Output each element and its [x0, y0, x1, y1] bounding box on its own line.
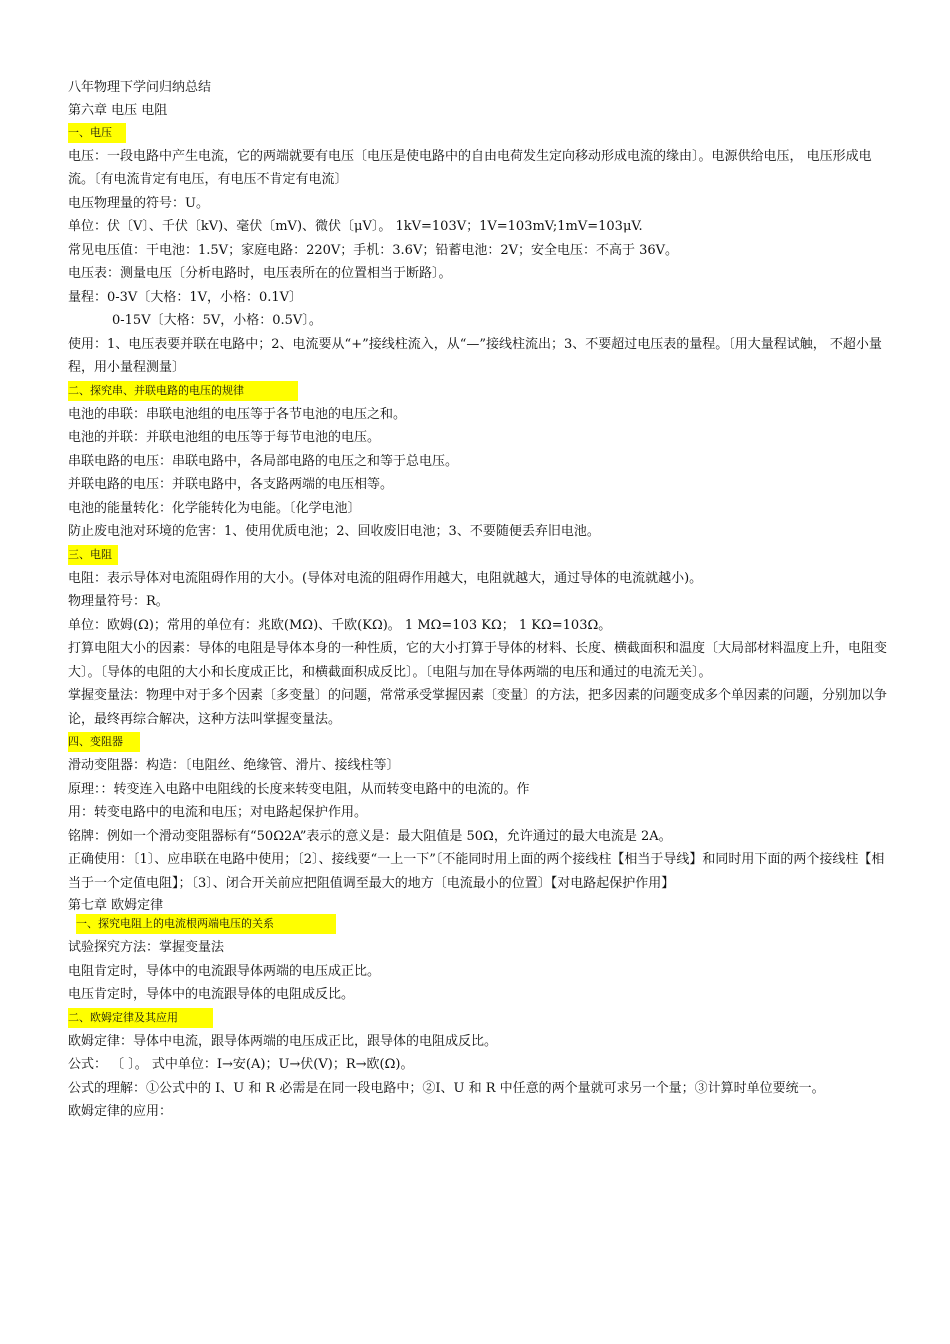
section-rheostat-heading: 四、变阻器 — [68, 732, 140, 752]
paragraph: 电池的串联：串联电池组的电压等于各节电池的电压之和。 — [68, 406, 407, 422]
paragraph: 电阻：表示导体对电流阻碍作用的大小。(导体对电流的阻碍作用越大，电阻就越大，通过导体的电流就越小)。 — [68, 570, 703, 586]
paragraph: 串联电路的电压：串联电路中，各局部电路的电压之和等于总电压。 — [68, 453, 459, 469]
paragraph: 电压：一段电路中产生电流，它的两端就要有电压〔电压是使电路中的自由电荷发生定向移动形成电流的缘由〕。电源供给电压， 电压形成电流。〔有电流肯定有电压，有电压不肯定有电流〕 — [68, 148, 872, 187]
paragraph: 掌握变量法：物理中对于多个因素〔多变量〕的问题，常常承受掌握因素〔变量〕的方法，把多因素的问题变成多个单因素的问题，分别加以争论，最终再综合解决，这种方法叫掌握变量法。 — [68, 688, 888, 727]
paragraph: 打算电阻大小的因素：导体的电阻是导体本身的一种性质，它的大小打算于导体的材料、长度、横截面积和温度〔大局部材料温度上升，电阻变大〕。〔导体的电阻的大小和长度成正比，和横截面积成反比〕。〔电阻与加在导体两端的电压和通过的电流无关〕。 — [68, 641, 888, 680]
paragraph: 铭牌：例如一个滑动变阻器标有“50Ω2A”表示的意义是：最大阻值是 50Ω，允许通过的最大电流是 2A。 — [68, 828, 672, 844]
chapter-6-title: 第六章 电压 电阻 — [68, 102, 168, 118]
paragraph: 正确使用：〔1〕、应串联在电路中使用；〔2〕、接线要“一上一下”〔不能同时用上面的两个接线柱【相当于导线】和同时用下面的两个接线柱【相当于一个定值电阻】；〔3〕、闭合开关前应把阻值调至最大的地方〔电流最小的位置〕【对电路起保护作用】 — [68, 852, 885, 891]
paragraph: 电压表：测量电压〔分析电路时，电压表所在的位置相当于断路〕。 — [68, 266, 452, 281]
chapter-7-title: 第七章 欧姆定律 — [68, 898, 164, 913]
paragraph: 原理：：转变连入电路中电阻线的长度来转变电阻，从而转变电路中的电流的。作 — [68, 781, 530, 797]
paragraph: 试验探究方法：掌握变量法 — [68, 940, 225, 955]
doc-title: 八年物理下学问归纳总结 — [68, 80, 212, 95]
section-ohms-law-heading: 二、欧姆定律及其应用 — [68, 1008, 213, 1028]
section-resistance-heading: 三、电阻 — [68, 545, 118, 565]
paragraph: 使用：1、电压表要并联在电路中；2、电流要从“+”接线柱流入，从“—”接线柱流出；3、不要超过电压表的量程。〔用大量程试触， 不超小量程，用小量程测量〕 — [68, 336, 882, 375]
paragraph: 0-15V〔大格：5V，小格：0.5V〕。 — [112, 313, 322, 328]
paragraph: 欧姆定律：导体中电流，跟导体两端的电压成正比，跟导体的电阻成反比。 — [68, 1033, 498, 1049]
paragraph: 用：转变电路中的电流和电压；对电路起保护作用。 — [68, 805, 368, 820]
document-page — [68, 76, 888, 1124]
paragraph: 滑动变阻器：构造：〔电阻丝、绝缘管、滑片、接线柱等〕 — [68, 758, 400, 773]
paragraph: 物理量符号：R。 — [68, 594, 169, 609]
section-voltage-heading: 一、电压 — [68, 123, 126, 143]
paragraph: 电阻肯定时，导体中的电流跟导体两端的电压成正比。 — [68, 963, 381, 979]
section-series-parallel-heading: 二、探究串、并联电路的电压的规律 — [68, 381, 298, 401]
paragraph: 电池的能量转化：化学能转化为电能。〔化学电池〕 — [68, 500, 361, 516]
paragraph: 电池的并联：并联电池组的电压等于每节电池的电压。 — [68, 430, 381, 445]
paragraph: 并联电路的电压：并联电路中，各支路两端的电压相等。 — [68, 477, 394, 492]
section-current-voltage-heading: 一、探究电阻上的电流根两端电压的关系 — [76, 914, 336, 934]
paragraph: 欧姆定律的应用： — [68, 1104, 173, 1119]
paragraph: 常见电压值：干电池：1.5V；家庭电路：220V；手机：3.6V；铅蓄电池：2V；安全电压：不高于 36V。 — [68, 242, 679, 258]
paragraph: 公式： 〔 〕。 式中单位：I→安(A)；U→伏(V)；R→欧(Ω)。 — [68, 1057, 414, 1072]
paragraph: 公式的理解：①公式中的 I、U 和 R 必需是在同一段电路中；②I、U 和 R 中任意的两个量就可求另一个量；③计算时单位要统一。 — [68, 1080, 825, 1096]
paragraph: 单位：欧姆(Ω)；常用的单位有：兆欧(MΩ)、千欧(KΩ)。 1 MΩ=103 KΩ； 1 KΩ=103Ω。 — [68, 617, 612, 633]
paragraph: 单位：伏〔V〕、千伏〔kV)、毫伏〔mV)、微伏〔μV〕。 1kV=103V；1V=103mV;1mV=103μV. — [68, 219, 643, 234]
paragraph: 防止废电池对环境的危害：1、使用优质电池；2、回收废旧电池；3、不要随便丢弃旧电池。 — [68, 524, 600, 539]
paragraph: 电压物理量的符号：U。 — [68, 195, 209, 211]
paragraph: 量程：0-3V〔大格：1V，小格：0.1V〕 — [68, 289, 303, 305]
paragraph: 电压肯定时，导体中的电流跟导体的电阻成反比。 — [68, 987, 355, 1002]
